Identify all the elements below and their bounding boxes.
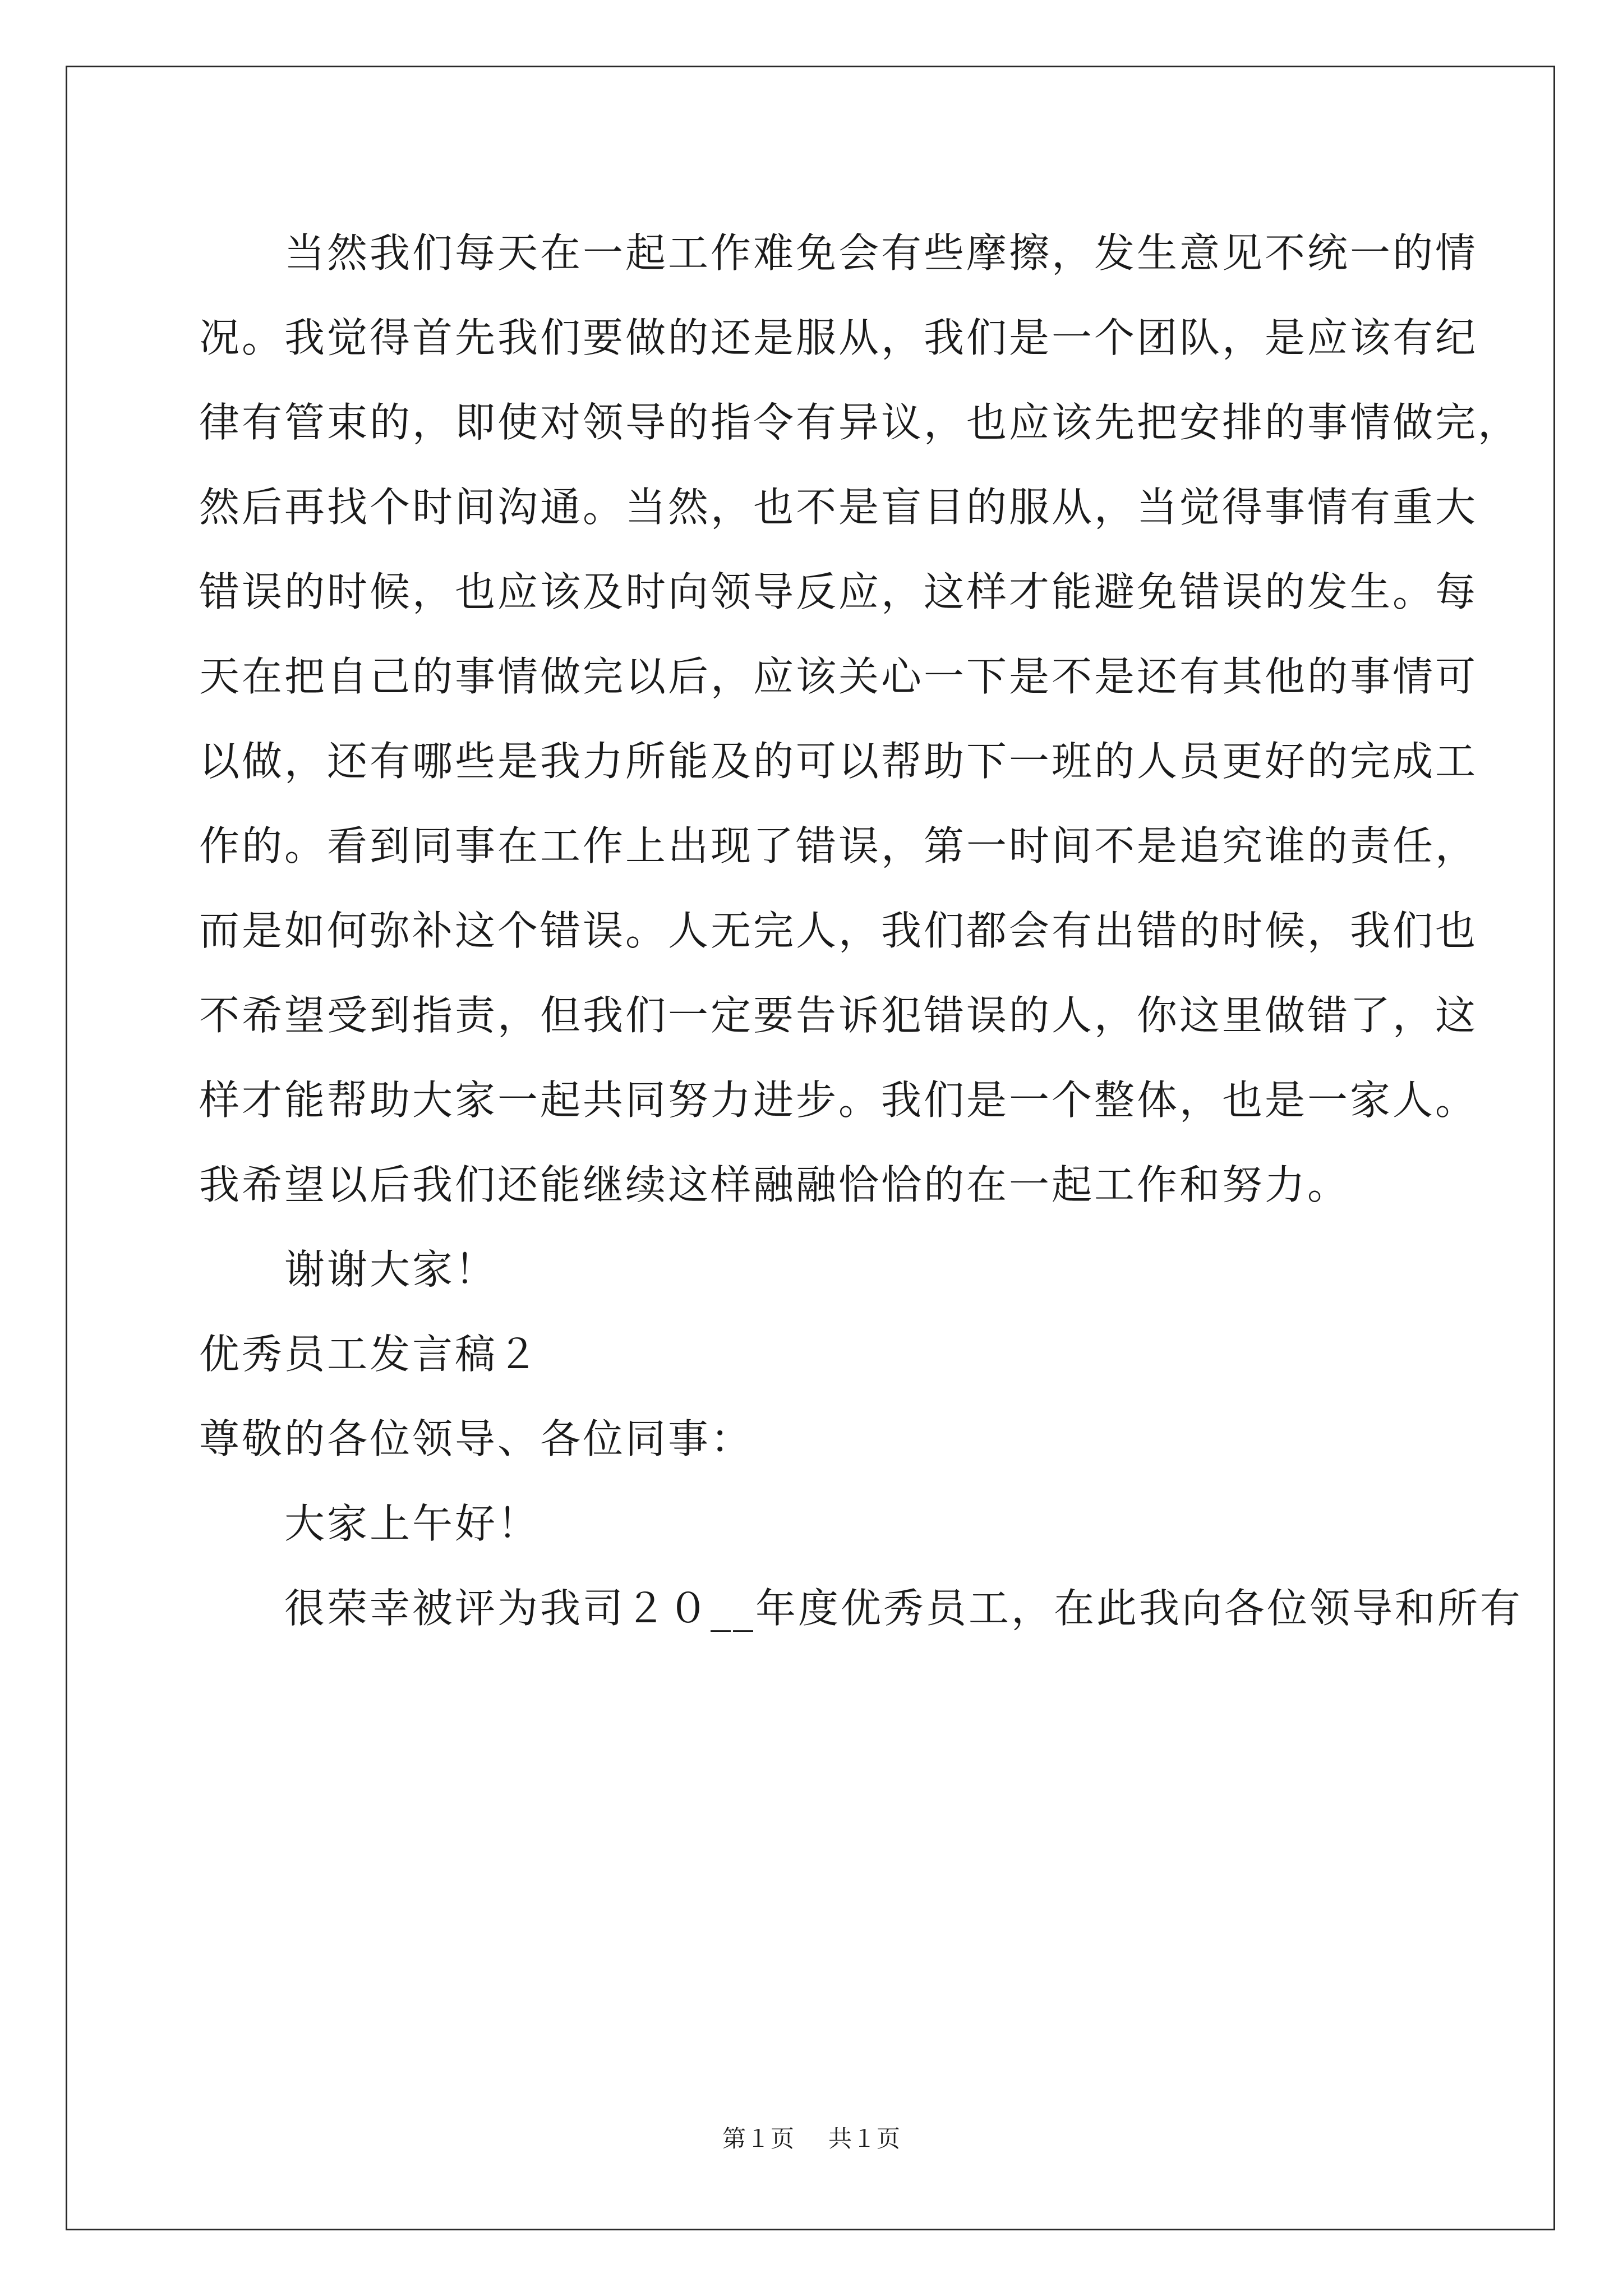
salutation: 尊敬的各位领导、各位同事：: [199, 1415, 754, 1462]
paragraph-line: 以做，还有哪些是我力所能及的可以帮助下一班的人员更好的完成工: [199, 738, 1478, 785]
paragraph-line: 天在把自己的事情做完以后，应该关心一下是不是还有其他的事情可: [199, 653, 1478, 700]
paragraph-line: 而是如何弥补这个错误。人无完人，我们都会有出错的时候，我们也: [199, 907, 1478, 954]
paragraph-line: 况。我觉得首先我们要做的还是服从，我们是一个团队，是应该有纪: [199, 314, 1478, 361]
paragraph-line: 我希望以后我们还能继续这样融融恰恰的在一起工作和努力。: [199, 1161, 1350, 1208]
paragraph-line: 不希望受到指责，但我们一定要告诉犯错误的人，你这里做错了，这: [199, 992, 1478, 1039]
paragraph-line: 谢谢大家！: [199, 1246, 498, 1293]
paragraph-line: 然后再找个时间沟通。当然，也不是盲目的服从，当觉得事情有重大: [199, 484, 1478, 531]
paragraph-line: 作的。看到同事在工作上出现了错误，第一时间不是追究谁的责任，: [199, 822, 1478, 869]
page-footer: [0, 2125, 1623, 2153]
greeting-line: 大家上午好！: [199, 1500, 541, 1547]
page-border: [66, 66, 1555, 2230]
paragraph-line: 当然我们每天在一起工作难免会有些摩擦，发生意见不统一的情: [199, 229, 1478, 277]
page-total: 共１页: [828, 2125, 901, 2152]
section-title: 优秀员工发言稿２: [199, 1331, 541, 1378]
paragraph-line: 律有管束的，即使对领导的指令有异议，也应该先把安排的事情做完，: [199, 399, 1521, 446]
paragraph-line: 错误的时候，也应该及时向领导反应，这样才能避免错误的发生。每: [199, 568, 1478, 615]
paragraph-line: 样才能帮助大家一起共同努力进步。我们是一个整体，也是一家人。: [199, 1076, 1478, 1124]
paragraph-line: 很荣幸被评为我司２０__年度优秀员工，在此我向各位领导和所有: [199, 1585, 1523, 1632]
page-number: 第１页: [722, 2125, 795, 2152]
